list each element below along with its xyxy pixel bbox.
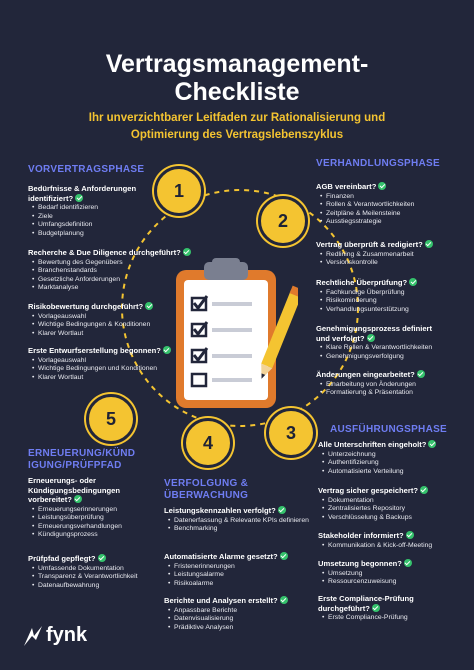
check-icon: [75, 194, 83, 202]
bullet-list: • Finanzen • Rollen & Verantwortlichkeiten • Zeitpläne & Meilensteine • Ausstiegsstrategie: [316, 193, 466, 227]
check-icon: [280, 596, 288, 604]
bullet-list: • Unterzeichnung • Authentifizierung • Automatisierte Verteilung: [318, 451, 468, 477]
bullet-list: • Erste Compliance-Prüfung: [318, 614, 468, 623]
check-icon: [404, 559, 412, 567]
check-icon: [74, 495, 82, 503]
renew-item-1: Erneuerungs- oder Kündigungsbedingungen vorbereitet? • Erneuerungserinnerungen • Leistungsüberprüfung • Erneuerungsverhandlungen • Kündigungsprozess: [28, 476, 158, 540]
renew-item-2: Prüfpfad gepflegt? • Umfassende Dokumentation • Transparenz & Verantwortlichkeit • Datenaufbewahrung: [28, 554, 158, 590]
check-icon: [372, 604, 380, 612]
bullet-list: • Anpassbare Berichte • Datenvisualisierung • Prädiktive Analysen: [164, 607, 314, 633]
check-icon: [378, 182, 386, 190]
pre-item-2: Recherche & Due Diligence durchgeführt? • Bewertung des Gegenübers • Branchenstandards • Gesetzliche Anforderungen • Marktanalyse: [28, 248, 208, 293]
phase-number-1: 1: [154, 166, 204, 216]
neg-item-1: AGB vereinbart? • Finanzen • Rollen & Verantwortlichkeiten • Zeitpläne & Meilensteine • Ausstiegsstrategie: [316, 182, 466, 227]
check-icon: [417, 370, 425, 378]
bullet-list: • Bewertung des Gegenübers • Branchenstandards • Gesetzliche Anforderungen • Marktanalyse: [28, 259, 208, 293]
check-icon: [183, 248, 191, 256]
phase-number-2: 2: [258, 196, 308, 246]
check-icon: [428, 440, 436, 448]
track-item-1: Leistungskennzahlen verfolgt? • Datenerfassung & Relevante KPIs definieren • Benchmarking: [164, 506, 314, 534]
bullet-list: • Fachkundige Überprüfung • Risikominderung • Verhandlungsunterstützung: [316, 289, 466, 315]
page-title: Vertragsmanagement- Checkliste: [105, 50, 369, 106]
check-icon: [280, 552, 288, 560]
bullet-list: • Fristenerinnerungen • Leistungsalarme • Risikoalarme: [164, 563, 314, 589]
exe-item-4: Umsetzung begonnen? • Umsetzung • Ressourcenzuweisung: [318, 559, 468, 587]
bullet-list: • Umsetzung • Ressourcenzuweisung: [318, 570, 468, 587]
pre-item-1: Bedürfnisse & Anforderungen identifiziert? • Bedarf identifizieren • Ziele • Umfangsdefinition • Budgetplanung: [28, 184, 178, 238]
bullet-list: • Umfassende Dokumentation • Transparenz & Verantwortlichkeit • Datenaufbewahrung: [28, 565, 158, 591]
execution-phase-heading: AUSFÜHRUNGSPHASE: [330, 424, 448, 435]
bullet-list: • Kommunikation & Kick-off-Meeting: [318, 542, 470, 551]
fynk-bird-logo-icon: [22, 624, 44, 648]
bullet-list: • Dokumentation • Zentralisiertes Repository • Verschlüsselung & Backups: [318, 497, 468, 523]
check-icon: [367, 334, 375, 342]
bullet-list: • Vorlageauswahl • Wichtige Bedingungen & Konditionen • Klarer Wortlaut: [28, 313, 178, 339]
check-icon: [145, 302, 153, 310]
bullet-list: • Datenerfassung & Relevante KPIs definieren • Benchmarking: [164, 517, 314, 534]
pre-contract-phase-heading: VORVERTRAGSPHASE: [28, 164, 145, 175]
bullet-list: • Erneuerungserinnerungen • Leistungsüberprüfung • Erneuerungsverhandlungen • Kündigungsprozess: [28, 506, 158, 540]
check-icon: [98, 554, 106, 562]
check-icon: [406, 531, 414, 539]
neg-item-2: Vertrag überprüft & redigiert? • Redlining & Zusammenarbeit • Versionskontrolle: [316, 240, 466, 268]
bullet-list: • Vorlageauswahl • Wichtige Bedingungen und Konditionen • Klarer Wortlaut: [28, 357, 188, 383]
pre-item-4: Erste Entwurfserstellung begonnen? • Vorlageauswahl • Wichtige Bedingungen und Konditionen • Klarer Wortlaut: [28, 346, 188, 382]
check-icon: [278, 506, 286, 514]
neg-item-5: Änderungen eingearbeitet? • Einarbeitung von Änderungen • Formatierung & Präsentation: [316, 370, 466, 398]
bullet-list: • Klare Rollen & Verantwortlichkeiten • Genehmigungsverfolgung: [316, 344, 466, 361]
check-icon: [409, 278, 417, 286]
phase-number-4: 4: [183, 418, 233, 468]
tracking-phase-heading: VERFOLGUNG & ÜBERWACHUNG: [164, 478, 249, 501]
exe-item-1: Alle Unterschriften eingeholt? • Unterzeichnung • Authentifizierung • Automatisierte Verteilung: [318, 440, 468, 476]
neg-item-3: Rechtliche Überprüfung? • Fachkundige Überprüfung • Risikominderung • Verhandlungsunterstützung: [316, 278, 466, 314]
phase-number-3: 3: [266, 408, 316, 458]
neg-item-4: Genehmigungsprozess definiert und verfolgt? • Klare Rollen & Verantwortlichkeiten • Genehmigungsverfolgung: [316, 324, 466, 361]
bullet-list: • Bedarf identifizieren • Ziele • Umfangsdefinition • Budgetplanung: [28, 204, 178, 238]
exe-item-5: Erste Compliance-Prüfung durchgeführt? • Erste Compliance-Prüfung: [318, 594, 468, 623]
track-item-2: Automatisierte Alarme gesetzt? • Fristenerinnerungen • Leistungsalarme • Risikoalarme: [164, 552, 314, 588]
page-subtitle: Ihr unverzichtbarer Leitfaden zur Rationalisierung und Optimierung des Vertragslebenszyklus: [88, 112, 386, 141]
renewal-phase-heading: ERNEUERUNG/KÜND IGUNG/PRÜFPFAD: [28, 448, 136, 471]
bullet-list: • Redlining & Zusammenarbeit • Versionskontrolle: [316, 251, 466, 268]
fynk-logo-text: fynk: [46, 624, 88, 646]
bullet-list: • Einarbeitung von Änderungen • Formatierung & Präsentation: [316, 381, 466, 398]
exe-item-2: Vertrag sicher gespeichert? • Dokumentation • Zentralisiertes Repository • Verschlüsselung & Backups: [318, 486, 468, 522]
exe-item-3: Stakeholder informiert? • Kommunikation & Kick-off-Meeting: [318, 531, 470, 550]
track-item-3: Berichte und Analysen erstellt? • Anpassbare Berichte • Datenvisualisierung • Prädiktive Analysen: [164, 596, 314, 632]
check-icon: [420, 486, 428, 494]
phase-number-5: 5: [86, 394, 136, 444]
check-icon: [163, 346, 171, 354]
pre-item-3: Risikobewertung durchgeführt? • Vorlageauswahl • Wichtige Bedingungen & Konditionen • Klarer Wortlaut: [28, 302, 178, 338]
check-icon: [425, 240, 433, 248]
negotiation-phase-heading: VERHANDLUNGSPHASE: [316, 158, 441, 169]
